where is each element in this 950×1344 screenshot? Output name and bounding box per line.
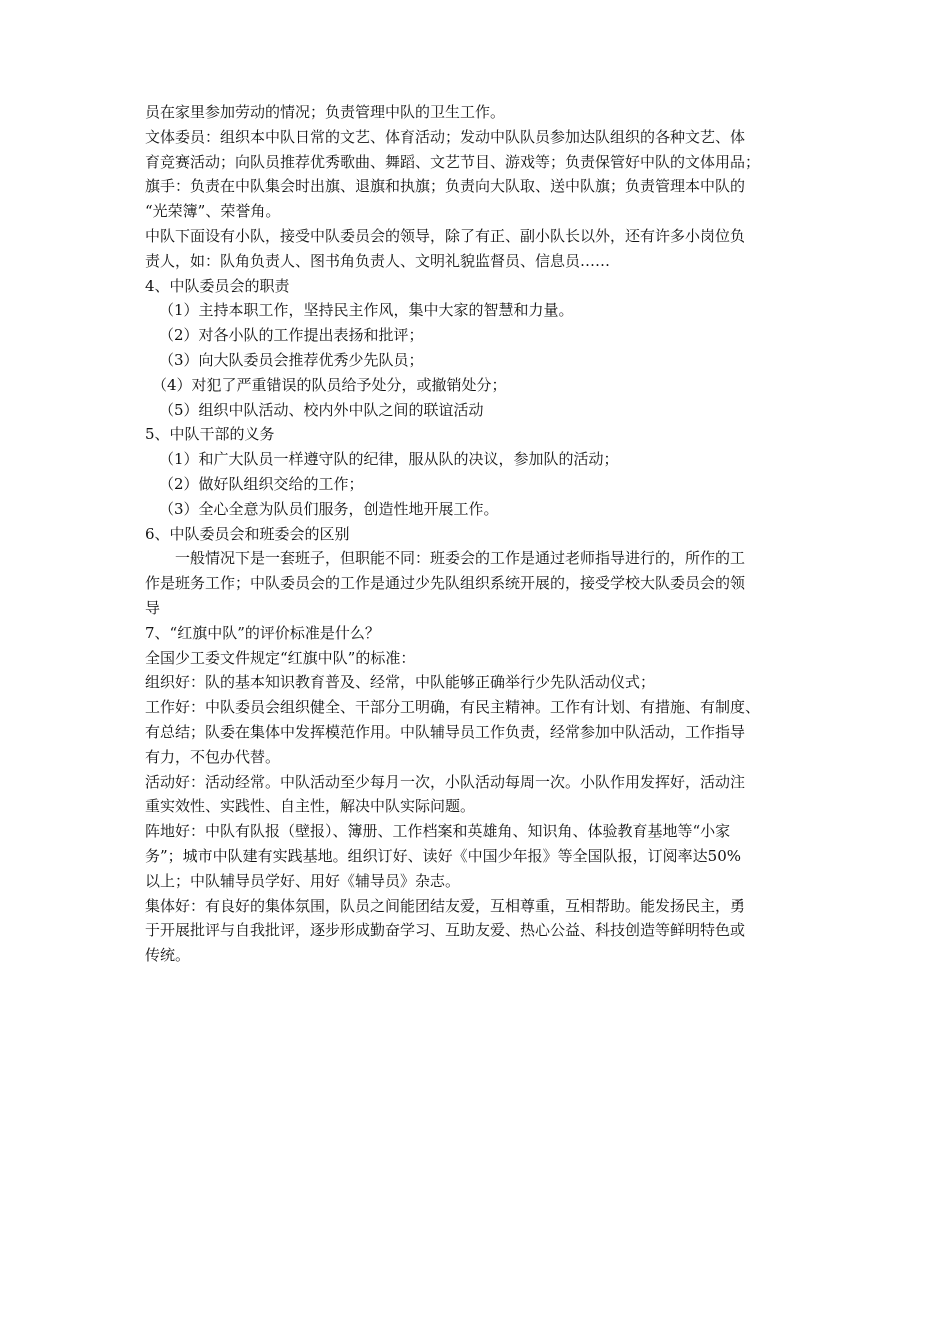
list-item: （2）做好队组织交给的工作； (159, 474, 364, 493)
list-item: （4）对犯了严重错误的队员给予处分，或撤销处分； (152, 375, 507, 394)
text-line: 有力，不包办代替。 (145, 747, 281, 766)
text-line: 有总结；队委在集体中发挥模范作用。中队辅导员工作负责，经常参加中队活动，工作指导 (145, 722, 746, 741)
text-line: 于开展批评与自我批评，逐步形成勤奋学习、互助友爱、热心公益、科技创造等鲜明特色或 (145, 921, 746, 940)
section-heading: 4、中队委员会的职责 (145, 276, 290, 295)
list-item: （5）组织中队活动、校内外中队之间的联谊活动 (159, 400, 484, 419)
section-heading: 5、中队干部的义务 (145, 425, 275, 444)
text-line: 以上；中队辅导员学好、用好《辅导员》杂志。 (145, 871, 461, 890)
text-line: 一般情况下是一套班子，但职能不同：班委会的工作是通过老师指导进行的，所作的工 (175, 549, 746, 568)
text-line: 责人，如：队角负责人、图书角负责人、文明礼貌监督员、信息员…… (145, 251, 611, 270)
list-item: （3）向大队委员会推荐优秀少先队员； (159, 350, 424, 369)
text-line: 重实效性、实践性、自主性，解决中队实际问题。 (145, 797, 476, 816)
document-body (145, 100, 817, 968)
text-line: 导 (145, 598, 161, 617)
text-line: 阵地好：中队有队报（壁报）、簿册、工作档案和英雄角、知识角、体验教育基地等“小家 (145, 822, 731, 841)
text-line: 集体好：有良好的集体氛围，队员之间能团结友爱，互相尊重，互相帮助。能发扬民主，勇 (145, 896, 746, 915)
text-line: 作是班务工作；中队委员会的工作是通过少先队组织系统开展的，接受学校大队委员会的领 (145, 574, 746, 593)
list-item: （2）对各小队的工作提出表扬和批评； (159, 326, 424, 345)
text-line: “光荣簿”、荣誉角。 (145, 202, 281, 221)
list-item: （3）全心全意为队员们服务，创造性地开展工作。 (159, 499, 499, 518)
text-line: 全国少工委文件规定“红旗中队”的标准： (145, 648, 416, 667)
list-item: （1）主持本职工作，坚持民主作风，集中大家的智慧和力量。 (159, 301, 574, 320)
text-line: 育竞赛活动；向队员推荐优秀歌曲、舞蹈、文艺节目、游戏等；负责保管好中队的文体用品； (145, 152, 761, 171)
text-line: 旗手：负责在中队集会时出旗、退旗和执旗；负责向大队取、送中队旗；负责管理本中队的 (145, 177, 746, 196)
text-line: 文体委员：组织本中队日常的文艺、体育活动；发动中队队员参加达队组织的各种文艺、体 (145, 127, 746, 146)
list-item: （1）和广大队员一样遵守队的纪律，服从队的决议，参加队的活动； (159, 450, 619, 469)
text-line: 务”；城市中队建有实践基地。组织订好、读好《中国少年报》等全国队报，订阅率达50% (145, 846, 742, 865)
text-line: 活动好：活动经常。中队活动至少每月一次，小队活动每周一次。小队作用发挥好，活动注 (145, 772, 746, 791)
section-heading: 6、中队委员会和班委会的区别 (145, 524, 350, 543)
section-heading: 7、“红旗中队”的评价标准是什么？ (145, 623, 380, 642)
text-line: 组织好：队的基本知识教育普及、经常，中队能够正确举行少先队活动仪式； (145, 673, 656, 692)
text-line: 传统。 (145, 946, 191, 965)
text-line: 员在家里参加劳动的情况；负责管理中队的卫生工作。 (145, 103, 506, 121)
text-line: 工作好：中队委员会组织健全、干部分工明确，有民主精神。工作有计划、有措施、有制度、 (145, 698, 761, 717)
text-line: 中队下面设有小队，接受中队委员会的领导，除了有正、副小队长以外，还有许多小岗位负 (145, 226, 746, 245)
